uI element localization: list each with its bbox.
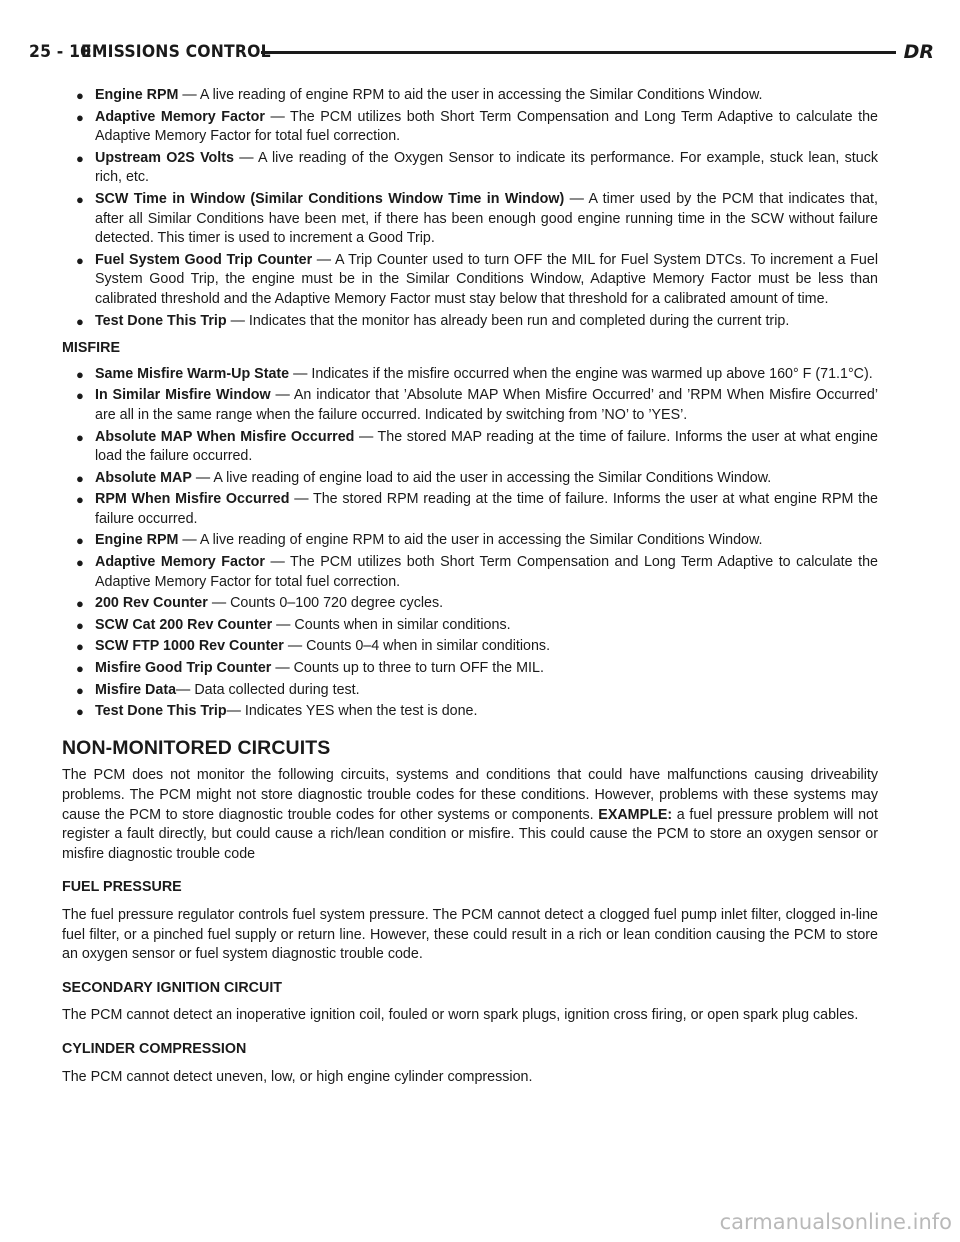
list-item bbox=[62, 108, 878, 147]
bullet-icon: ● bbox=[76, 366, 84, 382]
item-term: Misfire Good Trip Counter bbox=[95, 660, 272, 677]
item-desc: — A live reading of engine RPM to aid the user in accessing the Similar Conditions Window. bbox=[182, 87, 763, 103]
list-item bbox=[62, 86, 878, 106]
list-item bbox=[62, 469, 878, 489]
list-item bbox=[62, 428, 878, 467]
item-desc: — Indicates YES when the test is done. bbox=[226, 703, 478, 720]
paragraph-text: The PCM does not monitor the following circuits, systems and conditions that could have malfunctions causing driveability problems. The PCM might not store diagnostic trouble codes for these conditions. However, problems with these systems may cause the PCM to store diagnostic trouble codes for other systems or components. bbox=[62, 767, 878, 823]
bullet-icon: ● bbox=[76, 492, 84, 508]
bullet-icon: ● bbox=[76, 252, 84, 268]
item-desc: — A live reading of engine load to aid the user in accessing the Similar Conditions Window. bbox=[195, 469, 772, 486]
bullet-icon: ● bbox=[76, 682, 84, 698]
list-item bbox=[62, 659, 878, 679]
item-desc: — The stored MAP reading at the time of failure. Informs the user at what engine load the failure occurred. bbox=[95, 428, 878, 465]
paragraph-text: a fuel pressure problem will not register a fault directly, but could cause a rich/lean condition or misfire. This could cause the PCM to store an oxygen sensor or misfire diagnostic trouble code bbox=[62, 806, 878, 862]
item-term: Fuel System Good Trip Counter bbox=[95, 251, 313, 268]
item-desc: — Counts when in similar conditions. bbox=[276, 616, 511, 633]
bullet-icon: ● bbox=[76, 704, 84, 720]
bullet-icon: ● bbox=[76, 470, 84, 486]
list-item bbox=[62, 681, 878, 701]
list-item bbox=[62, 553, 878, 592]
list-item bbox=[62, 531, 878, 551]
bullet-icon: ● bbox=[76, 596, 84, 612]
bullet-icon: ● bbox=[76, 555, 84, 571]
list-fuel-monitor bbox=[62, 86, 878, 331]
item-term: RPM When Misfire Occurred bbox=[95, 491, 290, 508]
item-desc: — A live reading of engine RPM to aid the user in accessing the Similar Conditions Window. bbox=[182, 532, 763, 549]
bullet-icon: ● bbox=[76, 429, 84, 445]
bullet-icon: ● bbox=[76, 617, 84, 633]
item-desc: — A timer used by the PCM that indicates that, after all Similar Conditions have been met, if there has been enough good engine running time in the SCW without failure detected. This timer is used to increment a Good Trip. bbox=[95, 190, 878, 247]
list-item bbox=[62, 149, 878, 188]
item-desc: — Indicates if the misfire occurred when the engine was warmed up above 160° F (71.1°C). bbox=[293, 365, 873, 382]
compression-paragraph: The PCM cannot detect uneven, low, or high engine cylinder compression. bbox=[62, 1068, 533, 1085]
item-desc: — Counts 0–4 when in similar conditions. bbox=[287, 638, 551, 655]
list-item bbox=[62, 594, 878, 614]
fuel-pressure-heading: FUEL PRESSURE bbox=[62, 879, 182, 896]
ignition-paragraph: The PCM cannot detect an inoperative ignition coil, fouled or worn spark plugs, ignition cross firing, or open spark plug cables. bbox=[62, 1007, 859, 1024]
model-code: DR bbox=[903, 41, 934, 63]
bullet-icon: ● bbox=[76, 150, 84, 166]
item-desc: — Counts up to three to turn OFF the MIL. bbox=[275, 660, 544, 677]
item-term: In Similar Misfire Window bbox=[95, 387, 271, 404]
bullet-icon: ● bbox=[76, 88, 84, 103]
list-misfire bbox=[62, 365, 878, 722]
list-item bbox=[62, 365, 878, 385]
item-term: Test Done This Trip bbox=[95, 703, 227, 720]
item-term: Engine RPM bbox=[95, 532, 179, 549]
item-desc: — A live reading of the Oxygen Sensor to indicate its performance. For example, stuck lean, stuck rich, etc. bbox=[95, 149, 878, 186]
list-item bbox=[62, 490, 878, 529]
item-term: Absolute MAP When Misfire Occurred bbox=[95, 428, 355, 445]
item-term: SCW Cat 200 Rev Counter bbox=[95, 616, 273, 633]
ignition-heading: SECONDARY IGNITION CIRCUIT bbox=[62, 979, 283, 996]
item-term: Adaptive Memory Factor bbox=[95, 554, 265, 571]
bullet-icon: ● bbox=[76, 191, 84, 207]
item-desc: — Data collected during test. bbox=[176, 681, 360, 698]
misfire-heading: MISFIRE bbox=[62, 340, 120, 357]
list-item bbox=[62, 312, 878, 332]
item-term: Adaptive Memory Factor bbox=[95, 108, 265, 125]
list-item bbox=[62, 702, 878, 722]
bullet-icon: ● bbox=[76, 388, 84, 404]
page-number: 25 - 10 bbox=[29, 42, 92, 62]
list-item bbox=[62, 637, 878, 657]
item-term: Upstream O2S Volts bbox=[95, 149, 234, 166]
page-content bbox=[62, 86, 878, 1091]
bullet-icon: ● bbox=[76, 661, 84, 677]
item-term: Absolute MAP bbox=[95, 469, 192, 486]
item-desc: — A Trip Counter used to turn OFF the MIL for Fuel System DTCs. To increment a Fuel System Good Trip, the engine must be in the Similar Conditions Window, Adaptive Memory Factor must be less than calibrated threshold and the Adaptive Memory Factor must stay below that threshold for a calibrated amount of time. bbox=[95, 251, 878, 307]
list-item bbox=[62, 616, 878, 636]
nonmonitored-heading: NON-MONITORED CIRCUITS bbox=[62, 736, 331, 759]
header-rule bbox=[261, 51, 896, 54]
item-desc: — The PCM utilizes both Short Term Compensation and Long Term Adaptive to calculate the Adaptive Memory Factor for total fuel correction. bbox=[95, 554, 878, 590]
list-item bbox=[62, 190, 878, 249]
bullet-icon: ● bbox=[76, 639, 84, 655]
page-header bbox=[29, 38, 934, 66]
bullet-icon: ● bbox=[76, 109, 84, 125]
item-desc: — Indicates that the monitor has already been run and completed during the current trip. bbox=[230, 312, 790, 329]
list-item bbox=[62, 251, 878, 310]
nonmonitored-paragraph bbox=[62, 766, 878, 864]
item-desc: — An indicator that ’Absolute MAP When Misfire Occurred’ and ’RPM When Misfire Occurred’ are all in the same range when the failure occurred. Indicated by switching from ’NO’ to ’YES’. bbox=[95, 387, 878, 423]
item-desc: — Counts 0–100 720 degree cycles. bbox=[211, 595, 444, 612]
example-label: EXAMPLE: bbox=[598, 806, 673, 823]
list-item bbox=[62, 386, 878, 425]
item-term: SCW FTP 1000 Rev Counter bbox=[95, 638, 284, 655]
item-term: SCW Time in Window (Similar Conditions Window Time in Window) bbox=[95, 190, 565, 207]
compression-heading: CYLINDER COMPRESSION bbox=[62, 1040, 247, 1057]
item-term: 200 Rev Counter bbox=[95, 595, 208, 612]
watermark: carmanualsonline.info bbox=[719, 1210, 952, 1234]
item-term: Misfire Data bbox=[95, 681, 177, 698]
item-term: Engine RPM bbox=[95, 87, 179, 103]
item-term: Same Misfire Warm-Up State bbox=[95, 365, 290, 382]
bullet-icon: ● bbox=[76, 313, 84, 329]
item-desc: — The stored RPM reading at the time of failure. Informs the user at what engine RPM the failure occurred. bbox=[95, 491, 878, 527]
section-title: EMISSIONS CONTROL bbox=[80, 42, 271, 62]
item-desc: — The PCM utilizes both Short Term Compensation and Long Term Adaptive to calculate the Adaptive Memory Factor for total fuel correction. bbox=[95, 108, 878, 145]
fuel-pressure-paragraph: The fuel pressure regulator controls fuel system pressure. The PCM cannot detect a clogged fuel pump inlet filter, clogged in-line fuel filter, or a pinched fuel supply or return line. However, these could result in a rich or lean condition causing the PCM to store an oxygen sensor or fuel system diagnostic trouble code. bbox=[62, 906, 878, 963]
item-term: Test Done This Trip bbox=[95, 312, 227, 329]
bullet-icon: ● bbox=[76, 533, 84, 549]
